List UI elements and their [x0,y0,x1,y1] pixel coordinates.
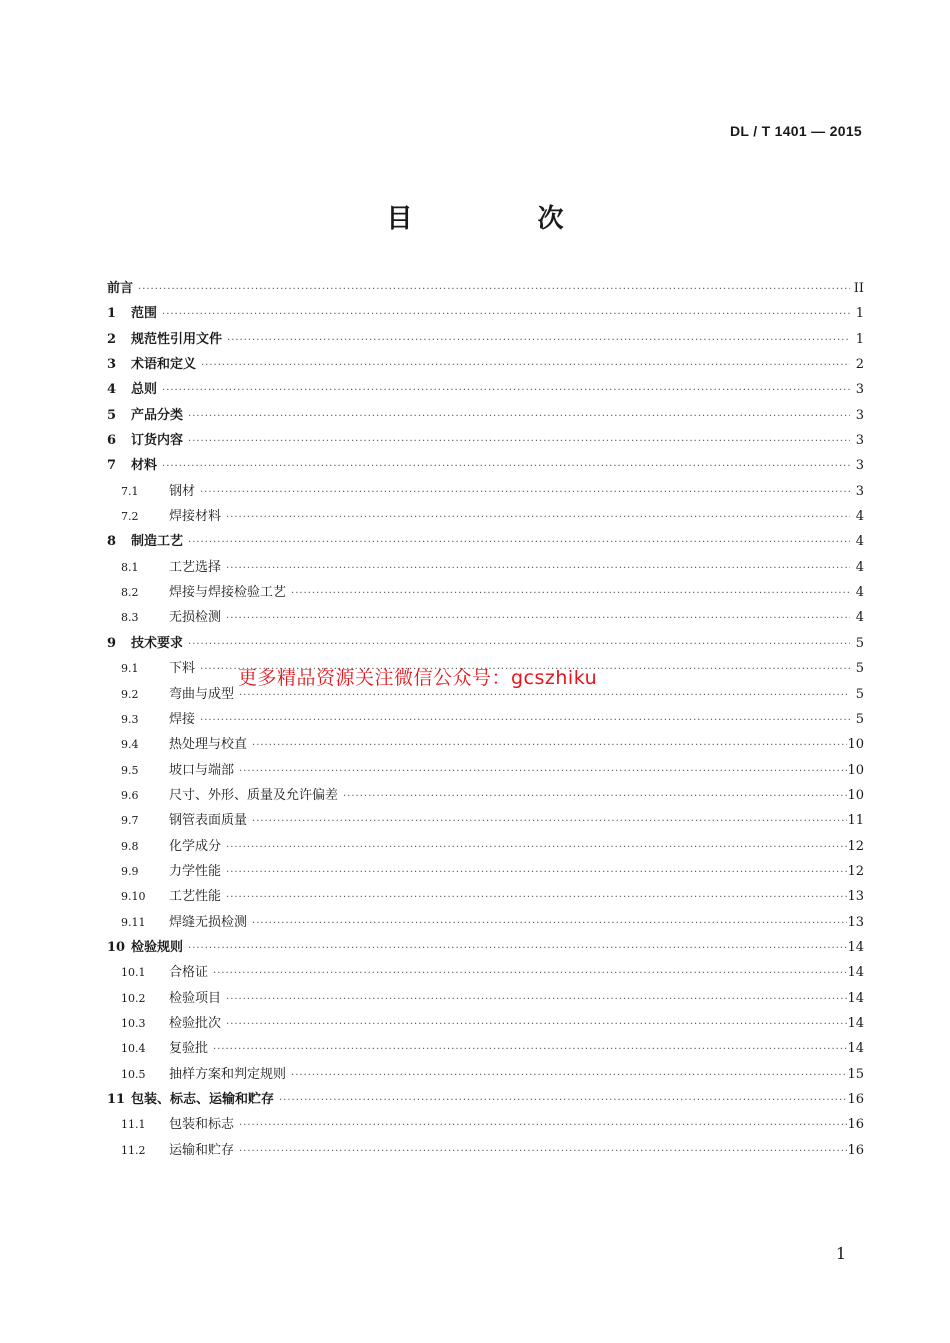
toc-entry-title: 材料 [131,458,158,474]
toc-entry-title: 焊接 [169,711,196,727]
toc-entry-page: 10 [847,737,864,753]
toc-entry-title: 产品分类 [131,407,184,423]
toc-entry-title: 钢管表面质量 [169,813,248,829]
toc-dot-leader [224,335,850,346]
page-number: 1 [835,1244,846,1263]
toc-dot-leader [288,1070,847,1081]
toc-entry-page: 5 [855,711,864,727]
page-title: 目 次 [386,204,622,234]
toc-dot-leader [185,411,850,422]
toc-entry[interactable] [107,1113,864,1138]
toc-entry-number: 9.7 [121,814,139,828]
toc-dot-leader [197,715,850,726]
toc-entry[interactable] [107,556,864,581]
toc-dot-leader [236,690,850,701]
toc-entry-number: 6 [107,433,117,449]
toc-entry-number: 9.8 [121,839,139,853]
toc-entry-number: 7 [107,458,117,474]
toc-entry-title: 包装、标志、运输和贮存 [131,1092,275,1107]
toc-dot-leader [223,512,850,523]
toc-dot-leader [210,1044,847,1055]
toc-dot-leader [210,968,847,979]
toc-entry-page: 15 [847,1066,864,1082]
toc-entry-page: 4 [855,534,864,550]
toc-entry-page: 14 [847,1015,864,1031]
toc-entry-page: 16 [847,1142,864,1158]
table-of-contents [107,277,864,1164]
toc-entry-page: 4 [855,610,864,626]
toc-entry[interactable] [107,404,864,429]
toc-entry-page: 3 [855,458,864,474]
toc-dot-leader [288,588,850,599]
toc-entry-number: 10.2 [121,991,146,1005]
toc-entry[interactable] [107,530,864,555]
watermark-text: 更多精品资源关注微信公众号：gcszhiku [238,667,598,689]
toc-entry[interactable] [107,353,864,378]
toc-entry-page: 11 [847,813,864,829]
toc-entry-page: 16 [847,1117,864,1133]
toc-entry-number: 10.5 [121,1067,146,1081]
toc-entry-number: 7.2 [121,510,139,524]
toc-entry[interactable] [107,454,864,479]
toc-dot-leader [223,1019,847,1030]
toc-entry-page: 12 [847,838,864,854]
toc-entry-number: 9.2 [121,687,139,701]
toc-entry-number: 9.4 [121,738,139,752]
toc-entry-number: 9.3 [121,712,139,726]
toc-entry-number: 9.6 [121,788,139,802]
toc-entry-number: 9.9 [121,864,139,878]
toc-entry-number: 8.1 [121,560,139,574]
toc-entry-title: 运输和贮存 [169,1142,235,1158]
toc-dot-leader [249,918,847,929]
toc-entry-page: 4 [855,559,864,575]
toc-entry-title: 下料 [169,661,196,677]
toc-entry[interactable] [107,961,864,986]
toc-entry[interactable] [107,480,864,505]
toc-entry-page: 5 [855,686,864,702]
toc-entry-title: 术语和定义 [131,357,197,373]
toc-entry-title: 尺寸、外形、质量及允许偏差 [169,787,339,803]
toc-entry-page: 10 [847,762,864,778]
toc-dot-leader [236,1146,847,1157]
toc-entry-title: 技术要求 [131,635,184,651]
toc-entry-number: 9.1 [121,662,139,676]
toc-entry-number: 10 [107,939,126,955]
toc-entry[interactable] [107,708,864,733]
toc-entry-number: 10.3 [121,1016,146,1030]
toc-entry-title: 订货内容 [131,433,184,449]
toc-entry-number: 4 [107,382,117,398]
toc-dot-leader [249,816,847,827]
toc-dot-leader [185,943,847,954]
toc-entry-title: 焊缝无损检测 [169,914,248,930]
toc-entry-number: 8.3 [121,611,139,625]
toc-entry[interactable] [107,328,864,353]
toc-entry-page: 3 [855,483,864,499]
toc-entry-number: 10.1 [121,966,146,980]
toc-dot-leader [223,842,847,853]
toc-entry-title: 检验项目 [169,990,222,1006]
toc-dot-leader [223,867,847,878]
toc-entry-title: 弯曲与成型 [169,686,235,702]
toc-entry[interactable] [107,429,864,454]
toc-entry-title: 总则 [131,382,158,398]
toc-entry-title: 包装和标志 [169,1117,235,1133]
toc-entry-number: 1 [107,306,117,322]
toc-entry-title: 抽样方案和判定规则 [169,1066,287,1082]
toc-entry-title: 坡口与端部 [169,762,235,778]
toc-entry-page: 3 [855,382,864,398]
toc-dot-leader [276,1095,847,1106]
toc-dot-leader [223,563,850,574]
toc-entry-number: 2 [107,331,117,347]
toc-entry[interactable] [107,759,864,784]
toc-entry[interactable] [107,505,864,530]
toc-entry-number: 11.2 [121,1143,146,1157]
toc-entry-title: 焊接与焊接检验工艺 [169,585,287,601]
toc-entry-title: 热处理与校直 [169,737,248,753]
toc-entry[interactable] [107,632,864,657]
toc-entry-page: 2 [855,357,864,373]
toc-dot-leader [223,892,847,903]
toc-entry-title: 检验批次 [169,1015,222,1031]
toc-entry-number: 10.4 [121,1042,146,1056]
toc-entry-title: 化学成分 [169,838,222,854]
toc-entry-title: 工艺选择 [169,559,222,575]
toc-entry[interactable] [107,1139,864,1164]
toc-entry-page: 16 [847,1092,864,1107]
toc-entry-number: 8.2 [121,586,139,600]
toc-entry[interactable] [107,277,864,302]
toc-dot-leader [223,994,847,1005]
toc-entry-number: 9.10 [121,890,146,904]
toc-entry[interactable] [107,860,864,885]
toc-entry-title: 范围 [131,306,158,322]
toc-dot-leader [185,639,850,650]
toc-entry-number: 11.1 [121,1118,146,1132]
toc-dot-leader [236,766,847,777]
toc-dot-leader [185,537,850,548]
toc-entry[interactable] [107,1088,864,1113]
toc-entry[interactable] [107,302,864,327]
toc-entry-title: 制造工艺 [131,534,184,550]
toc-entry-page: 12 [847,863,864,879]
toc-dot-leader [185,436,850,447]
toc-entry-page: 5 [855,635,864,651]
toc-entry-number: 11 [107,1092,126,1107]
toc-entry-title: 合格证 [169,965,209,981]
toc-entry-page: II [853,281,864,296]
toc-entry[interactable] [107,885,864,910]
toc-entry-title: 检验规则 [131,939,184,955]
toc-entry[interactable] [107,606,864,631]
toc-entry-number: 9.11 [121,915,146,929]
toc-entry-page: 14 [847,939,864,955]
toc-dot-leader [249,740,847,751]
toc-dot-leader [159,461,850,472]
toc-dot-leader [340,791,847,802]
toc-entry-number: 9.5 [121,763,139,777]
toc-dot-leader [135,284,850,295]
toc-entry-number: 7.1 [121,484,139,498]
toc-entry-number: 8 [107,534,117,550]
toc-dot-leader [159,385,850,396]
toc-entry-page: 1 [855,306,864,322]
toc-entry-page: 3 [855,433,864,449]
toc-entry-number: 9 [107,635,117,651]
toc-entry[interactable] [107,809,864,834]
toc-entry-page: 14 [847,1041,864,1057]
toc-entry-number: 5 [107,407,117,423]
toc-entry-number: 3 [107,357,117,373]
toc-entry-page: 13 [847,914,864,930]
toc-entry-title: 规范性引用文件 [131,331,223,347]
toc-entry-page: 4 [855,585,864,601]
toc-entry[interactable] [107,784,864,809]
toc-entry-page: 5 [855,661,864,677]
toc-entry-page: 4 [855,509,864,525]
toc-entry-title: 无损检测 [169,610,222,626]
toc-entry[interactable] [107,936,864,961]
toc-entry[interactable] [107,733,864,758]
standard-code: DL / T 1401 — 2015 [730,123,862,139]
toc-entry-title: 复验批 [169,1041,209,1057]
toc-entry-page: 14 [847,965,864,981]
toc-entry-page: 3 [855,407,864,423]
toc-entry[interactable] [107,835,864,860]
toc-entry-page: 10 [847,787,864,803]
toc-entry-page: 13 [847,889,864,905]
toc-entry-page: 14 [847,990,864,1006]
toc-entry-page: 1 [855,331,864,347]
toc-entry[interactable] [107,1063,864,1088]
toc-dot-leader [236,1120,847,1131]
toc-entry-title: 力学性能 [169,863,222,879]
toc-entry[interactable] [107,987,864,1012]
toc-entry[interactable] [107,1037,864,1062]
toc-dot-leader [198,360,850,371]
toc-dot-leader [223,613,850,624]
toc-entry[interactable] [107,378,864,403]
toc-entry-title: 钢材 [169,483,196,499]
toc-entry-title: 工艺性能 [169,889,222,905]
toc-entry[interactable] [107,911,864,936]
toc-dot-leader [159,309,850,320]
toc-entry[interactable] [107,581,864,606]
toc-entry[interactable] [107,1012,864,1037]
toc-dot-leader [197,487,850,498]
toc-entry-title: 焊接材料 [169,509,222,525]
toc-entry-title: 前言 [107,281,134,296]
